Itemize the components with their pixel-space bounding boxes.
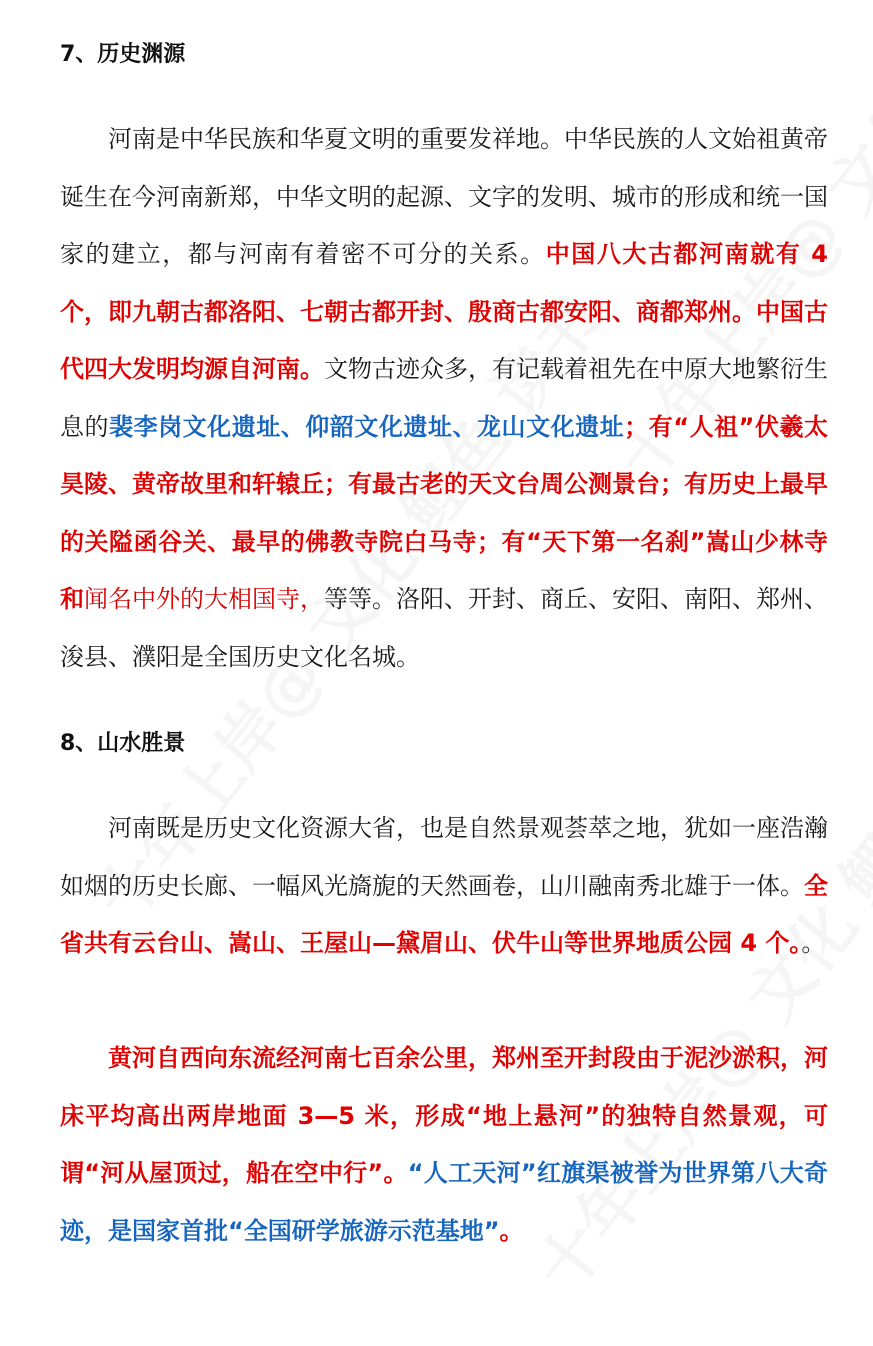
section-heading-landscape: 8、山水胜景 [60, 731, 186, 756]
history-paragraph [60, 111, 828, 686]
history-highlight-xiangguo-temple: 闻名中外的大相国寺， [84, 585, 324, 613]
yellow-river-period: 。 [499, 1216, 524, 1245]
landscape-paragraph [60, 800, 828, 973]
history-text-cities: 等等。洛阳、开封、商丘、安阳、南阳、郑州、浚县、濮阳是全国历史文化名城。 [60, 585, 828, 671]
yellow-river-paragraph [60, 1030, 828, 1260]
history-text-intro: 河南是中华民族和华夏文明的重要发祥地。中华民族的人文始祖黄帝诞生在今河南新郑，中华文明的起源、文字的发明、城市的形成和统一国家的建立，都与河南有着密不可分的关系。 [60, 125, 828, 268]
landscape-text-intro: 河南既是历史文化资源大省，也是自然景观荟萃之地，犹如一座浩瀚如烟的历史长廊、一幅风光旖旎的天然画卷，山川融南秀北雄于一体。 [60, 814, 828, 900]
history-highlight-capitals: 中国八大古都河南就有 4 个，即九朝古都洛阳、七朝古都开封、殷商古都安阳、商都郑州。中国古代四大发明均源自河南。 [60, 240, 828, 383]
landscape-highlight-geoparks: 全省共有云台山、嵩山、王屋山—黛眉山、伏牛山等世界地质公园 4 个。 [60, 871, 828, 957]
section-heading-history: 7、历史渊源 [60, 42, 186, 67]
yellow-river-highlight: 黄河自西向东流经河南七百余公里，郑州至开封段由于泥沙淤积，河床平均高出两岸地面 3—5 米，形成“地上悬河”的独特自然景观，可谓“河从屋顶过，船在空中行”。 [60, 1044, 828, 1187]
hongqi-canal-highlight: “人工天河”红旗渠被誉为世界第八大奇迹，是国家首批“全国研学旅游示范基地” [60, 1159, 829, 1245]
history-text-relics: 文物古迹众多，有记载着祖先在中原大地繁衍生息的 [60, 355, 828, 441]
landscape-text-period: 。 [801, 929, 826, 957]
history-highlight-cultural-sites: 裴李岗文化遗址、仰韶文化遗址、龙山文化遗址 [109, 412, 625, 441]
history-highlight-landmarks: ；有“人祖”伏羲太昊陵、黄帝故里和轩辕丘；有最古老的天文台周公测景台；有历史上最早的关隘函谷关、最早的佛教寺院白马寺；有“天下第一名刹”嵩山少林寺和 [60, 412, 829, 613]
